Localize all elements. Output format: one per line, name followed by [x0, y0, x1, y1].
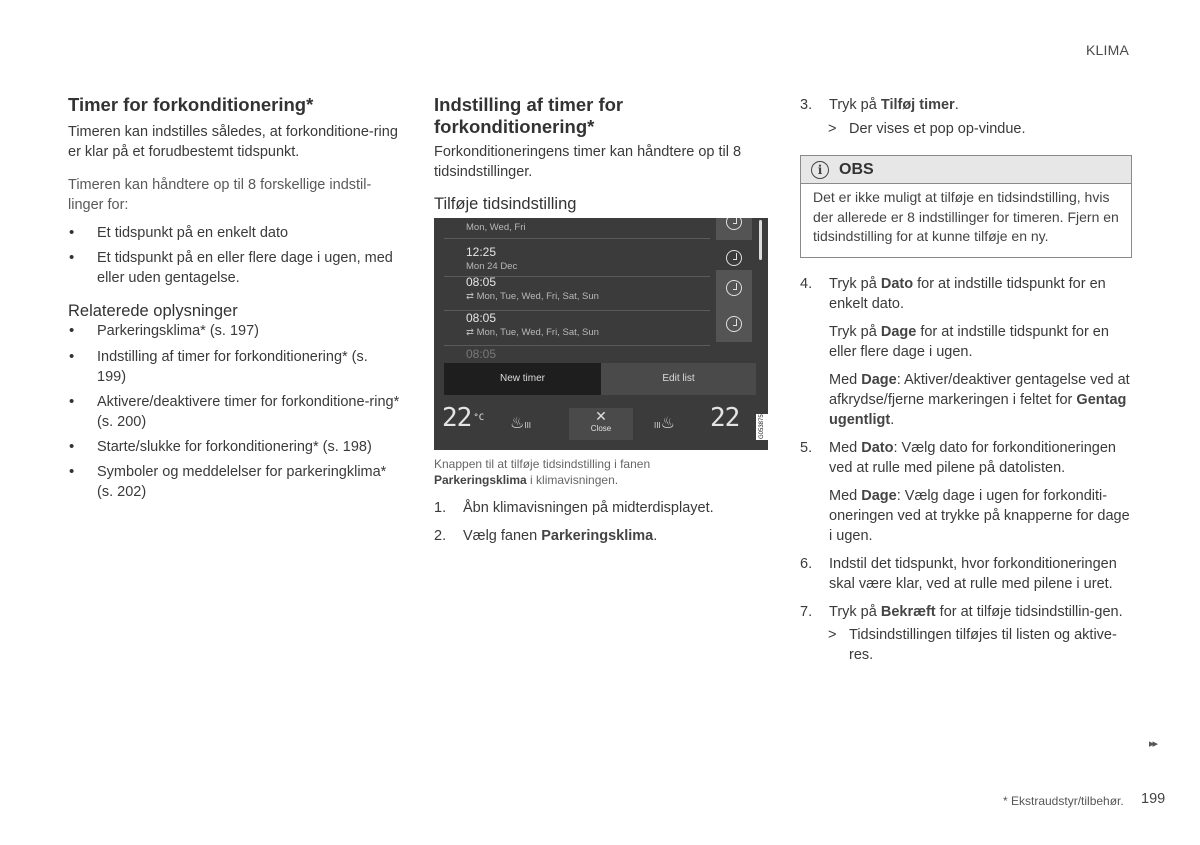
timer-icon [726, 250, 742, 266]
climate-bar [434, 404, 768, 444]
timer-icon [726, 280, 742, 296]
timer-time: 08:05 [466, 347, 497, 361]
obs-note-box [800, 155, 1132, 258]
close-button [569, 408, 633, 440]
steps-list [434, 498, 768, 546]
timer-button [716, 306, 752, 342]
timer-date: Mon 24 Dec [466, 261, 518, 272]
seat-heat-icon: ♨III [510, 415, 532, 432]
step-item: 6. Indstil det tidspunkt, hvor forkonditioneringen skal være klar, ved at rulle med pilene i uret. [800, 555, 1117, 592]
page-number: 199 [1141, 791, 1166, 807]
steps-list [800, 95, 1132, 115]
timer-row [444, 218, 752, 240]
related-link[interactable]: • Parkeringsklima* (s. 197) [68, 321, 400, 341]
obs-title: OBS [839, 160, 874, 178]
continue-arrows-icon: ▸▸ [1149, 738, 1157, 750]
step-result: > Tidsindstillingen tilføjes til listen og aktive-res. [828, 626, 1117, 663]
list-item: • Et tidspunkt på en enkelt dato [68, 223, 400, 243]
temperature-right: 22 [710, 403, 740, 433]
footnote: * Ekstraudstyr/tilbehør. [1003, 794, 1124, 808]
timer-days: Mon, Wed, Fri [466, 222, 526, 233]
image-code: G053875 [756, 414, 768, 440]
timer-days: ⇄ Mon, Tue, Wed, Fri, Sat, Sun [466, 291, 599, 302]
temperature-left: 22 $^{^\circ C}$ [442, 403, 485, 433]
step-item: 2. Vælg fanen Parkeringsklima. [434, 528, 658, 544]
timer-time: 08:05 [466, 311, 497, 325]
related-links-list [68, 321, 400, 502]
timer-button [716, 270, 752, 306]
subsection-title: Tilføje tidsindstilling [434, 195, 577, 213]
close-icon: ✕ [595, 408, 607, 424]
step-result: > Der vises et pop op-vindue. [828, 121, 1026, 137]
step-item: 1. Åbn klimavisningen på midterdisplayet. [434, 500, 714, 516]
step-item: 4. Tryk på Dato for at indstille tidspunkt for en enkelt dato. Tryk på Dage for at indstille tidspunkt for en eller flere dage i ugen. Med Dage: Aktiver/deaktiver gentagelse ved at afkrydse/fjerne markeringen i feltet for Gentag ugentligt. [800, 274, 1132, 430]
step-paragraph: Tryk på Dage for at indstille tidspunkt for en eller flere dage i ugen. [829, 323, 1109, 360]
related-heading: Relaterede oplysninger [68, 302, 238, 320]
figure-caption: Knappen til at tilføje tidsindstilling i fanen Parkeringsklima i klimavisningen. [434, 457, 651, 487]
section-label: KLIMA [1086, 42, 1130, 58]
related-link[interactable]: • Starte/slukke for forkonditionering* (s. 198) [68, 437, 400, 457]
related-link[interactable]: • Aktivere/deaktivere timer for forkonditione-ring* (s. 200) [68, 392, 400, 432]
section-title: Indstilling af timer for forkonditionering* [434, 94, 624, 137]
climate-screen-image [434, 218, 768, 450]
step-paragraph: Med Dage: Vælg dage i ugen for forkonditi-oneringen ved at trykke på knapperne for dage i ugen. [829, 487, 1130, 544]
timer-icon [726, 218, 742, 230]
step-paragraph: Med Dage: Aktiver/deaktiver gentagelse ved at afkrydse/fjerne markeringen i feltet for Gentag ugentligt. [829, 371, 1130, 428]
timer-row [444, 270, 752, 306]
timer-icon [726, 316, 742, 332]
related-link[interactable]: • Symboler og meddelelser for parkeringklima* (s. 202) [68, 462, 400, 502]
bullet-list [68, 223, 400, 288]
timer-time: 08:05 [466, 275, 497, 289]
scrollbar [759, 220, 762, 260]
screen-tabbar [444, 363, 756, 395]
seat-heat-icon: III♨ [654, 415, 676, 432]
list-item: • Et tidspunkt på en eller flere dage i ugen, med eller uden gentagelse. [68, 248, 400, 288]
section-title: Timer for forkonditionering* [68, 94, 314, 115]
step-item: 7. Tryk på Bekræft for at tilføje tidsindstillin-gen. [800, 603, 1123, 620]
column-timer-setup [434, 94, 768, 546]
close-label: Close [590, 424, 612, 433]
obs-text: Det er ikke muligt at tilføje en tidsindstilling, hvis der allerede er 8 indstillinger for timeren. Fjern en tidsindstilling for at kunne tilføje en ny. [813, 189, 1119, 244]
step-item: 5. Med Dato: Vælg dato for forkonditioneringen ved at rulle med pilene på datolisten. Med Dage: Vælg dage i ugen for forkonditi-oneringen ved at trykke på knapperne for dage i ugen. [800, 438, 1132, 546]
intro-text: Forkonditioneringens timer kan håndtere op til 8 tidsindstillinger. [434, 144, 742, 180]
steps-list [800, 274, 1132, 622]
new-timer-button: New timer [444, 363, 601, 395]
timer-days: ⇄ Mon, Tue, Wed, Fri, Sat, Sun [466, 327, 599, 338]
related-link[interactable]: • Indstilling af timer for forkonditionering* (s. 199) [68, 347, 400, 387]
edit-list-button: Edit list [601, 363, 756, 395]
body-text: Timeren kan håndtere op til 8 forskellige indstil-linger for: [68, 177, 372, 213]
intro-text: Timeren kan indstilles således, at forkonditione-ring er klar på et forudbestemt tidspunkt. [68, 124, 398, 160]
column-steps [800, 95, 1132, 665]
step-item: 3. Tryk på Tilføj timer. [800, 97, 959, 113]
timer-row [444, 306, 752, 342]
column-timer-intro [68, 94, 400, 502]
divider [444, 238, 710, 239]
info-icon: i [811, 161, 829, 179]
timer-time: 12:25 [466, 245, 497, 259]
timer-button [716, 218, 752, 240]
obs-header [801, 156, 1131, 184]
